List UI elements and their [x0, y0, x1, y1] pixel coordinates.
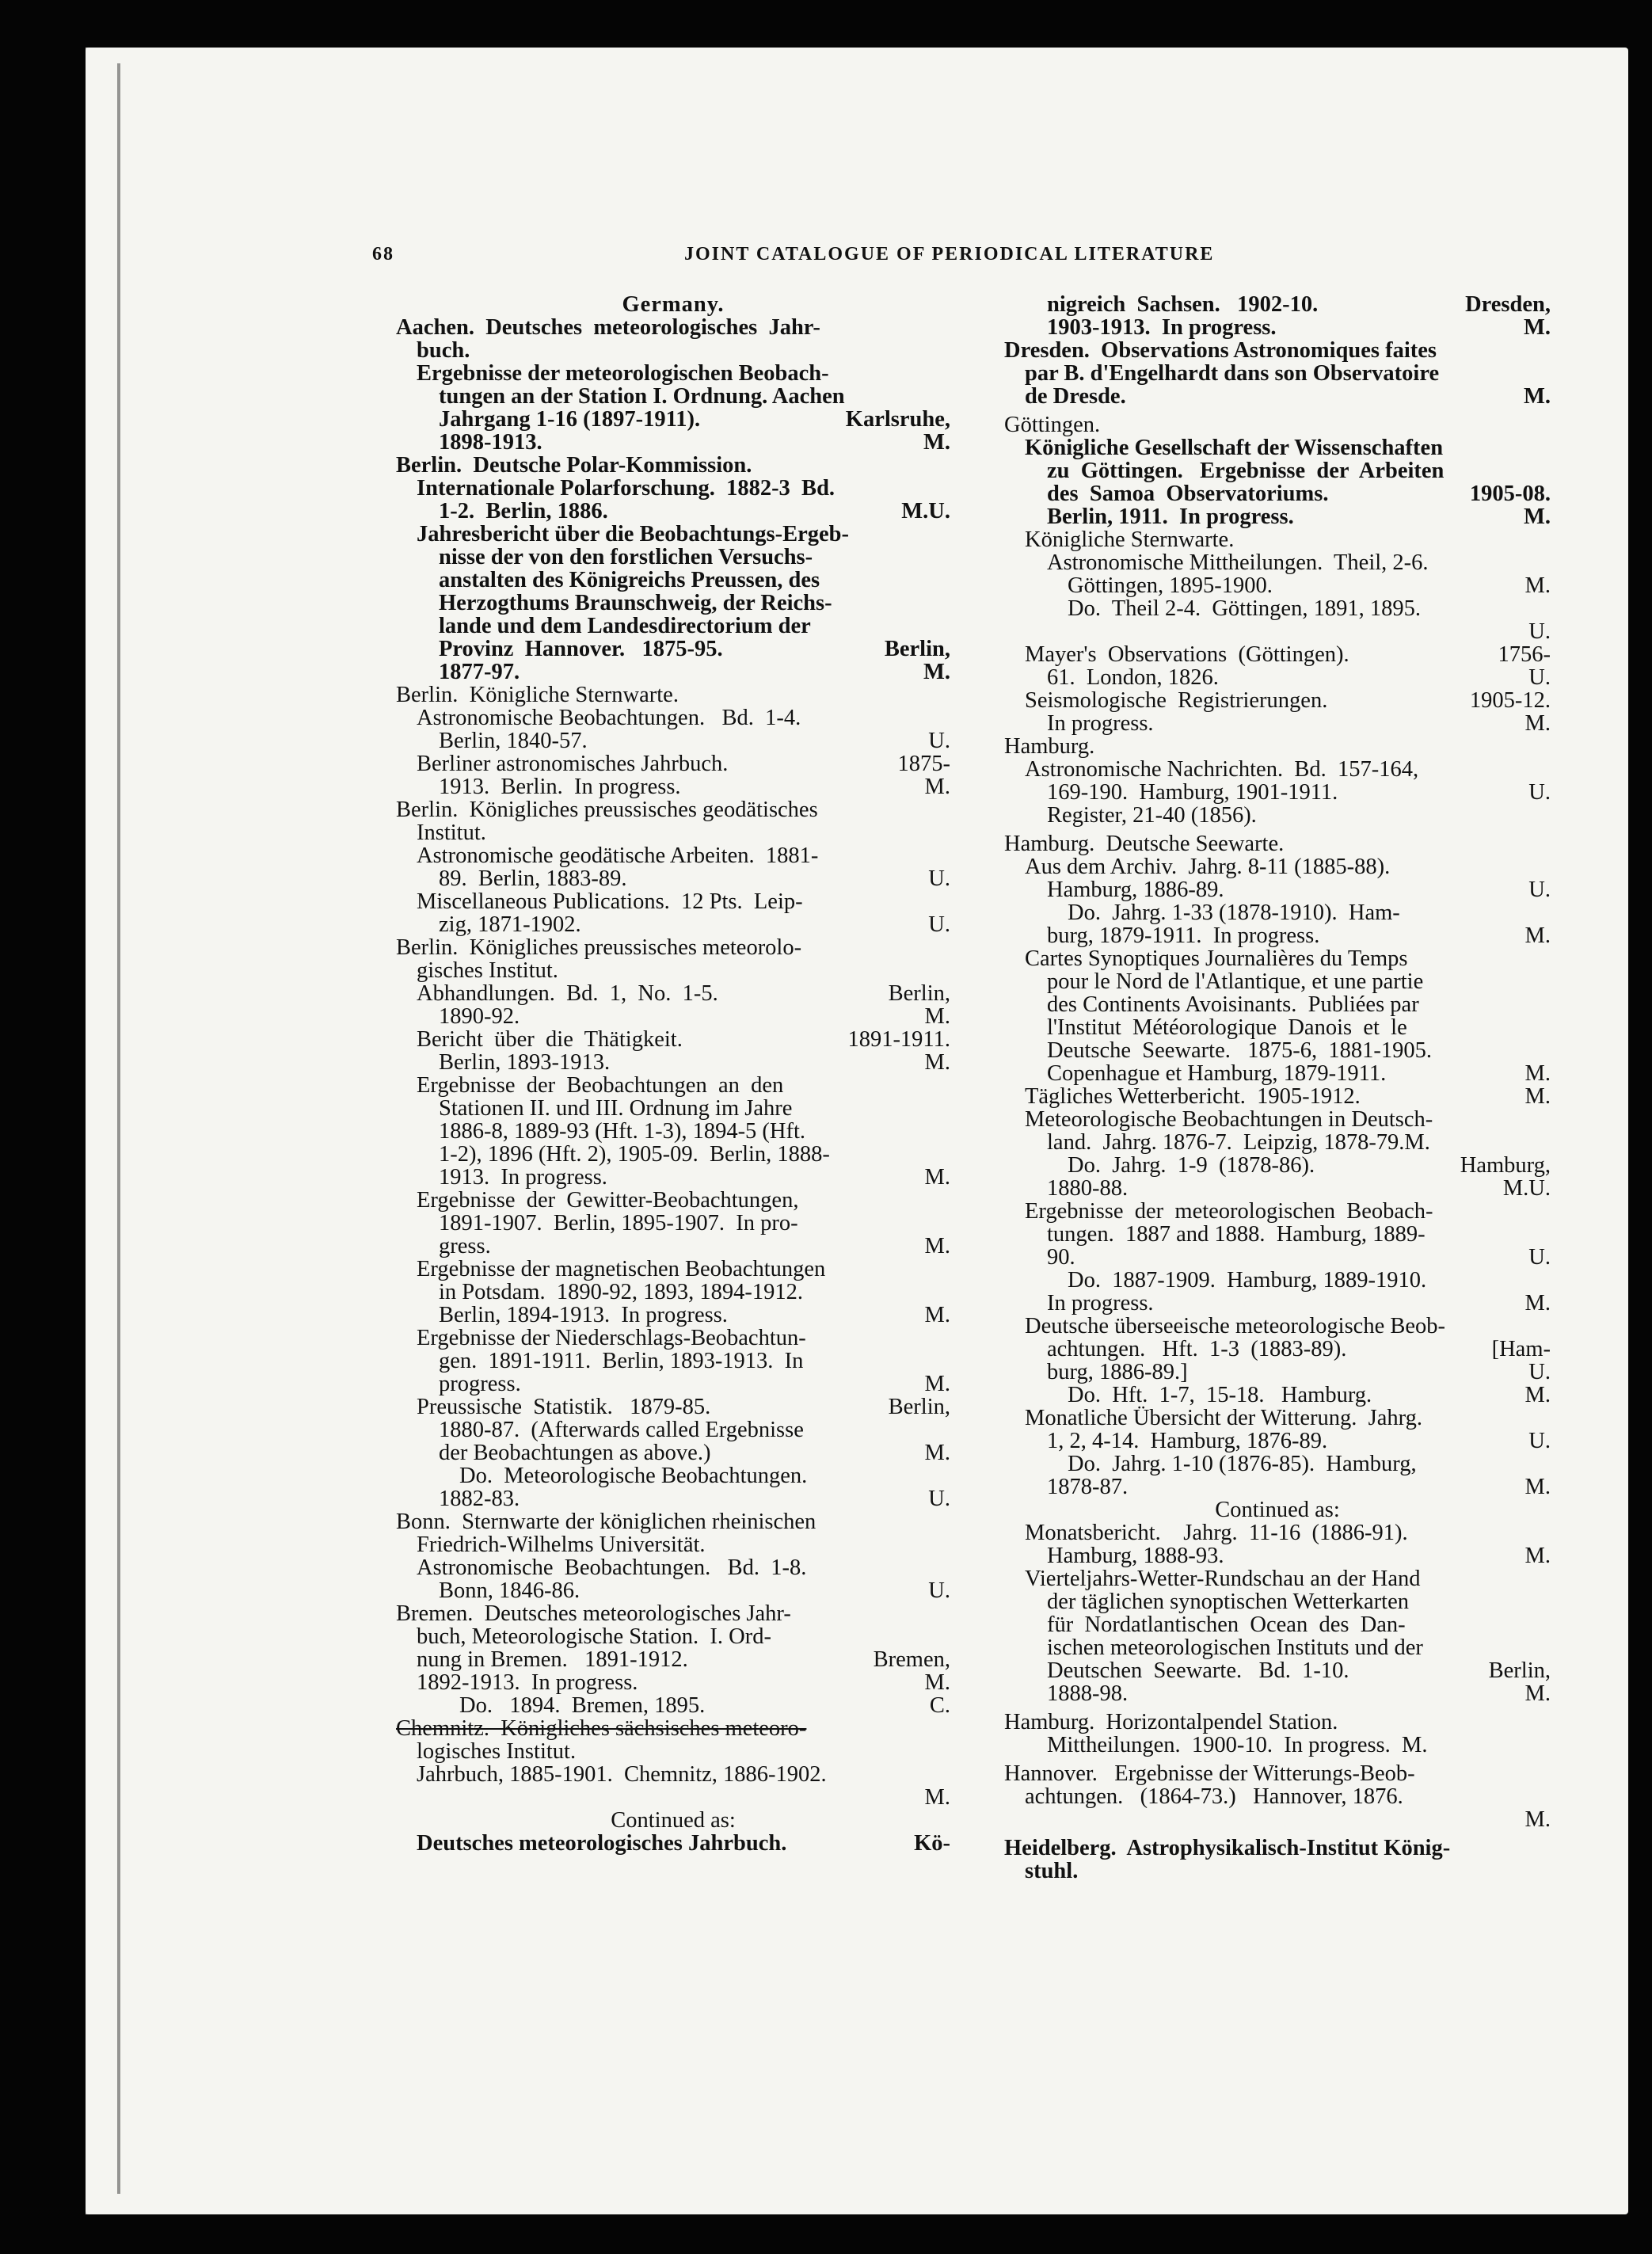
- binding-shadow-line: [117, 63, 120, 2194]
- holding-code: U.: [928, 866, 950, 891]
- holding-code: M.: [924, 1004, 950, 1029]
- catalogue-line: [1004, 574, 1551, 597]
- catalogue-line: Continued as:: [611, 1808, 736, 1833]
- holding-code: M.: [1524, 1475, 1551, 1499]
- line-text: Deutsches meteorologisches Jahrbuch.: [417, 1831, 787, 1856]
- catalogue-line: [1004, 1384, 1551, 1407]
- holding-code: M.U.: [901, 499, 950, 524]
- line-text: In progress.: [1047, 711, 1154, 736]
- line-text: Hamburg, 1886-89.: [1047, 878, 1224, 902]
- line-text: Tägliches Wetterbericht. 1905-1912.: [1025, 1084, 1361, 1109]
- catalogue-line: [396, 638, 950, 661]
- holding-code: U.: [1528, 1429, 1551, 1453]
- catalogue-line: Ergebnisse der magnetischen Beobachtungen: [417, 1257, 826, 1281]
- line-text: Berlin, 1893-1913.: [439, 1050, 611, 1075]
- catalogue-line: zu Göttingen. Ergebnisse der Arbeiten: [1047, 459, 1445, 483]
- catalogue-line: [396, 1441, 950, 1464]
- line-text: Mayer's Observations (Göttingen).: [1025, 642, 1349, 667]
- catalogue-line: Bremen. Deutsches meteorologisches Jahr-: [396, 1601, 791, 1626]
- holding-code: M.U.: [1502, 1176, 1551, 1201]
- line-text: Berlin, 1840-57.: [439, 729, 588, 753]
- catalogue-line: land. Jahrg. 1876-7. Leipzig, 1878-79.M.: [1047, 1130, 1430, 1155]
- line-text: Provinz Hannover. 1875-95.: [439, 637, 723, 661]
- line-text: de Dresde.: [1025, 384, 1126, 409]
- running-head: [372, 244, 1552, 276]
- catalogue-line: Chemnitz. Königliches sächsisches meteoro-: [396, 1716, 807, 1741]
- catalogue-line: [1004, 293, 1551, 316]
- catalogue-line: [396, 408, 950, 431]
- catalogue-line: anstalten des Königreichs Preussen, des: [439, 568, 820, 592]
- catalogue-line: Do. Theil 2-4. Göttingen, 1891, 1895.: [1068, 596, 1421, 621]
- catalogue-line: Berlin. Königliche Sternwarte.: [396, 683, 679, 707]
- catalogue-line: [396, 1487, 950, 1510]
- catalogue-line: Register, 21-40 (1856).: [1047, 803, 1257, 828]
- holding-code: [Ham-: [1491, 1337, 1551, 1361]
- catalogue-line: U.: [1528, 619, 1551, 644]
- line-text: des Samoa Observatoriums.: [1047, 482, 1329, 506]
- line-text: Jahrgang 1-16 (1897-1911).: [439, 407, 701, 432]
- catalogue-line: ischen meteorologischen Instituts und der: [1047, 1635, 1423, 1660]
- line-text: 1888-98.: [1047, 1681, 1129, 1706]
- catalogue-line: Hannover. Ergebnisse der Witterungs-Beob-: [1004, 1761, 1415, 1786]
- holding-code: U.: [1528, 1360, 1551, 1384]
- line-text: 1878-87.: [1047, 1475, 1129, 1499]
- line-text: burg, 1886-89.]: [1047, 1360, 1188, 1384]
- holding-code: M.: [924, 1050, 950, 1075]
- line-text: Bericht über die Thätigkeit.: [417, 1027, 683, 1052]
- catalogue-line: [1004, 1085, 1551, 1108]
- catalogue-line: Do. Jahrg. 1-33 (1878-1910). Ham-: [1068, 900, 1400, 925]
- line-text: 1892-1913. In progress.: [417, 1670, 638, 1695]
- catalogue-line: [396, 1235, 950, 1258]
- holding-code: 1905-12.: [1469, 688, 1551, 713]
- catalogue-line: Ergebnisse der meteorologischen Beobach-: [1025, 1199, 1433, 1224]
- line-text: Abhandlungen. Bd. 1, No. 1-5.: [417, 981, 718, 1006]
- catalogue-line: logisches Institut.: [417, 1739, 577, 1764]
- catalogue-line: [1004, 1659, 1551, 1682]
- catalogue-line: [396, 1005, 950, 1028]
- catalogue-line: Ergebnisse der meteorologischen Beobach-: [417, 361, 829, 386]
- line-text: Do. Jahrg. 1-9 (1878-86).: [1068, 1153, 1315, 1178]
- catalogue-line: [1004, 1430, 1551, 1453]
- catalogue-line: Deutsche überseeische meteorologische Beob-: [1025, 1314, 1446, 1338]
- catalogue-line: Aachen. Deutsches meteorologisches Jahr-: [396, 315, 820, 340]
- line-text: 1898-1913.: [439, 430, 542, 455]
- holding-code: U.: [1528, 665, 1551, 690]
- catalogue-line: achtungen. (1864-73.) Hannover, 1876.: [1025, 1784, 1403, 1809]
- catalogue-line: [396, 729, 950, 752]
- catalogue-line: Jahresbericht über die Beobachtungs-Ergeb-: [417, 522, 849, 546]
- page-number: 68: [372, 244, 394, 265]
- catalogue-line: pour le Nord de l'Atlantique, et une partie: [1047, 969, 1424, 994]
- catalogue-line: gisches Institut.: [417, 958, 558, 983]
- line-text: nung in Bremen. 1891-1912.: [417, 1647, 688, 1672]
- line-text: 1913. Berlin. In progress.: [439, 775, 681, 799]
- catalogue-line: [396, 1304, 950, 1327]
- catalogue-line: der täglichen synoptischen Wetterkarten: [1047, 1590, 1409, 1614]
- catalogue-line: Cartes Synoptiques Journalières du Temps: [1025, 946, 1408, 971]
- catalogue-line: buch.: [417, 338, 470, 363]
- catalogue-line: 1-2), 1896 (Hft. 2), 1905-09. Berlin, 1888-: [439, 1142, 830, 1167]
- holding-code: M.: [1524, 711, 1551, 736]
- catalogue-line: [396, 500, 950, 523]
- catalogue-line: nisse der von den forstlichen Versuchs-: [439, 545, 813, 569]
- line-text: 90.: [1047, 1245, 1075, 1270]
- line-text: burg, 1879-1911. In progress.: [1047, 923, 1320, 948]
- line-text: 61. London, 1826.: [1047, 665, 1219, 690]
- catalogue-line: Königliche Sternwarte.: [1025, 527, 1235, 552]
- catalogue-line: [396, 1028, 950, 1051]
- right-column: [1004, 293, 1551, 1883]
- holding-code: M.: [923, 430, 950, 455]
- catalogue-line: [396, 1373, 950, 1395]
- holding-code: U.: [1528, 878, 1551, 902]
- catalogue-line: des Continents Avoisinants. Publiées par: [1047, 992, 1419, 1017]
- catalogue-line: [396, 1166, 950, 1189]
- line-text: In progress.: [1047, 1291, 1154, 1315]
- catalogue-line: Continued as:: [1215, 1498, 1340, 1522]
- holding-code: Berlin,: [888, 981, 950, 1006]
- holding-code: Berlin,: [884, 637, 950, 661]
- holding-code: U.: [1528, 1245, 1551, 1270]
- line-text: gress.: [439, 1234, 491, 1258]
- catalogue-line: [396, 1832, 950, 1855]
- holding-code: C.: [929, 1693, 950, 1718]
- catalogue-line: [396, 431, 950, 454]
- catalogue-line: Ergebnisse der Beobachtungen an den: [417, 1073, 784, 1098]
- line-text: 1880-88.: [1047, 1176, 1129, 1201]
- catalogue-line: [396, 752, 950, 775]
- catalogue-line: Miscellaneous Publications. 12 Pts. Leip-: [417, 889, 803, 914]
- catalogue-line: [1004, 878, 1551, 901]
- line-text: 1882-83.: [439, 1487, 520, 1511]
- catalogue-line: Hamburg. Horizontalpendel Station.: [1004, 1710, 1338, 1734]
- catalogue-line: [1004, 924, 1551, 947]
- catalogue-line: Friedrich-Wilhelms Universität.: [417, 1532, 706, 1557]
- line-text: Preussische Statistik. 1879-85.: [417, 1395, 711, 1419]
- holding-code: 1891-1911.: [847, 1027, 950, 1052]
- holding-code: M.: [1524, 1383, 1551, 1407]
- catalogue-line: Berlin. Deutsche Polar-Kommission.: [396, 453, 752, 478]
- holding-code: M.: [1524, 1084, 1551, 1109]
- line-text: der Beobachtungen as above.): [439, 1441, 711, 1465]
- catalogue-line: Aus dem Archiv. Jahrg. 8-11 (1885-88).: [1025, 855, 1391, 879]
- catalogue-line: [396, 1051, 950, 1074]
- holding-code: M.: [1524, 1061, 1551, 1086]
- line-text: Berlin, 1894-1913. In progress.: [439, 1303, 728, 1327]
- holding-code: M.: [924, 775, 950, 799]
- catalogue-line: [1004, 1544, 1551, 1567]
- holding-code: M.: [1524, 1291, 1551, 1315]
- holding-code: U.: [928, 729, 950, 753]
- catalogue-line: Berlin. Königliches preussisches geodätisches: [396, 798, 818, 822]
- holding-code: Dresden,: [1465, 292, 1551, 317]
- catalogue-line: [1004, 1682, 1551, 1705]
- catalogue-line: [396, 913, 950, 936]
- catalogue-line: [1004, 1475, 1551, 1498]
- catalogue-line: Astronomische Nachrichten. Bd. 157-164,: [1025, 757, 1419, 782]
- catalogue-line: 1880-87. (Afterwards called Ergebnisse: [439, 1418, 804, 1442]
- catalogue-line: [396, 1648, 950, 1671]
- catalogue-line: Astronomische Beobachtungen. Bd. 1-4.: [417, 706, 801, 730]
- catalogue-line: Monatliche Übersicht der Witterung. Jahrg.: [1025, 1406, 1422, 1430]
- catalogue-line: [1004, 643, 1551, 666]
- catalogue-line: Do. Meteorologische Beobachtungen.: [459, 1464, 808, 1488]
- catalogue-line: M.: [924, 1785, 950, 1810]
- catalogue-line: Jahrbuch, 1885-1901. Chemnitz, 1886-1902.: [417, 1762, 827, 1787]
- catalogue-line: Institut.: [417, 821, 486, 845]
- catalogue-line: [396, 1671, 950, 1694]
- line-text: Seismologische Registrierungen.: [1025, 688, 1328, 713]
- holding-code: M.: [924, 1165, 950, 1190]
- catalogue-line: lande und dem Landesdirectorium der: [439, 614, 811, 638]
- catalogue-line: gen. 1891-1911. Berlin, 1893-1913. In: [439, 1349, 804, 1373]
- catalogue-line: in Potsdam. 1890-92, 1893, 1894-1912.: [439, 1280, 803, 1304]
- catalogue-line: tungen. 1887 and 1888. Hamburg, 1889-: [1047, 1222, 1426, 1247]
- catalogue-line: Berlin. Königliches preussisches meteorolo-: [396, 935, 802, 960]
- holding-code: U.: [928, 912, 950, 937]
- catalogue-line: buch, Meteorologische Station. I. Ord-: [417, 1624, 771, 1649]
- catalogue-line: Hamburg. Deutsche Seewarte.: [1004, 832, 1285, 856]
- holding-code: M.: [924, 1670, 950, 1695]
- catalogue-line: [1004, 1177, 1551, 1200]
- catalogue-line: [1004, 1062, 1551, 1085]
- line-text: 1903-1913. In progress.: [1047, 315, 1277, 340]
- catalogue-line: [396, 1579, 950, 1602]
- holding-code: M.: [924, 1234, 950, 1258]
- holding-code: M.: [924, 1441, 950, 1465]
- line-text: Göttingen, 1895-1900.: [1068, 573, 1273, 598]
- catalogue-line: [1004, 1246, 1551, 1269]
- holding-code: Karlsruhe,: [845, 407, 950, 432]
- catalogue-line: [1004, 712, 1551, 735]
- catalogue-line: Hamburg.: [1004, 734, 1095, 759]
- holding-code: M.: [924, 1303, 950, 1327]
- catalogue-line: stuhl.: [1025, 1859, 1079, 1883]
- catalogue-line: Stationen II. und III. Ordnung im Jahre: [439, 1096, 793, 1121]
- holding-code: M.: [1524, 1681, 1551, 1706]
- holding-code: Berlin,: [888, 1395, 950, 1419]
- catalogue-line: [1004, 505, 1551, 528]
- catalogue-line: Astronomische geodätische Arbeiten. 1881-: [417, 843, 819, 868]
- catalogue-line: [1004, 1361, 1551, 1384]
- catalogue-line: M.: [1524, 1807, 1551, 1832]
- line-text: nigreich Sachsen. 1902-10.: [1047, 292, 1319, 317]
- catalogue-line: tungen an der Station I. Ordnung. Aachen: [439, 384, 845, 409]
- holding-code: M.: [1524, 923, 1551, 948]
- holding-code: M.: [923, 660, 950, 684]
- catalogue-line: 1891-1907. Berlin, 1895-1907. In pro-: [439, 1211, 798, 1236]
- catalogue-line: Bonn. Sternwarte der königlichen rheinischen: [396, 1510, 816, 1534]
- catalogue-line: Vierteljahrs-Wetter-Rundschau an der Hand: [1025, 1567, 1421, 1591]
- holding-code: 1756-: [1498, 642, 1551, 667]
- catalogue-line: für Nordatlantischen Ocean des Dan-: [1047, 1612, 1406, 1637]
- line-text: Copenhague et Hamburg, 1879-1911.: [1047, 1061, 1387, 1086]
- line-text: Berlin, 1911. In progress.: [1047, 504, 1294, 529]
- holding-code: M.: [924, 1372, 950, 1396]
- line-text: 1913. In progress.: [439, 1165, 607, 1190]
- catalogue-line: [1004, 316, 1551, 339]
- line-text: Do. 1894. Bremen, 1895.: [459, 1693, 706, 1718]
- catalogue-line: Astronomische Beobachtungen. Bd. 1-8.: [417, 1555, 807, 1580]
- catalogue-line: [1004, 385, 1551, 408]
- catalogue-line: [396, 982, 950, 1005]
- line-text: 1-2. Berlin, 1886.: [439, 499, 608, 524]
- catalogue-line: Internationale Polarforschung. 1882-3 Bd.: [417, 476, 836, 501]
- holding-code: U.: [1528, 780, 1551, 805]
- catalogue-line: Ergebnisse der Niederschlags-Beobachtun-: [417, 1326, 806, 1350]
- line-text: 89. Berlin, 1883-89.: [439, 866, 627, 891]
- catalogue-line: Mittheilungen. 1900-10. In progress. M.: [1047, 1733, 1428, 1757]
- holding-code: M.: [1524, 573, 1551, 598]
- catalogue-line: 1886-8, 1889-93 (Hft. 1-3), 1894-5 (Hft.: [439, 1119, 806, 1144]
- catalogue-line: Do. Jahrg. 1-10 (1876-85). Hamburg,: [1068, 1452, 1417, 1476]
- catalogue-line: Ergebnisse der Gewitter-Beobachtungen,: [417, 1188, 799, 1213]
- catalogue-line: [1004, 781, 1551, 804]
- catalogue-line: [1004, 482, 1551, 505]
- line-text: 1877-97.: [439, 660, 520, 684]
- catalogue-line: Königliche Gesellschaft der Wissenschaften: [1025, 436, 1444, 460]
- holding-code: Bremen,: [873, 1647, 950, 1672]
- catalogue-line: [396, 661, 950, 683]
- running-title: JOINT CATALOGUE OF PERIODICAL LITERATURE: [684, 244, 1215, 265]
- holding-code: 1875-: [897, 752, 950, 776]
- catalogue-line: Dresden. Observations Astronomiques faites: [1004, 338, 1437, 363]
- catalogue-line: [396, 775, 950, 798]
- catalogue-line: Deutsche Seewarte. 1875-6, 1881-1905.: [1047, 1038, 1432, 1063]
- line-text: Berliner astronomisches Jahrbuch.: [417, 752, 729, 776]
- line-text: Deutschen Seewarte. Bd. 1-10.: [1047, 1658, 1349, 1683]
- catalogue-line: [1004, 689, 1551, 712]
- catalogue-line: [1004, 1338, 1551, 1361]
- catalogue-line: Herzogthums Braunschweig, der Reichs-: [439, 591, 832, 615]
- catalogue-line: [1004, 1154, 1551, 1177]
- catalogue-line: [396, 867, 950, 890]
- line-text: progress.: [439, 1372, 521, 1396]
- line-text: zig, 1871-1902.: [439, 912, 581, 937]
- line-text: Do. Hft. 1-7, 15-18. Hamburg.: [1068, 1383, 1372, 1407]
- holding-code: Berlin,: [1488, 1658, 1551, 1683]
- holding-code: U.: [928, 1578, 950, 1603]
- holding-code: M.: [1523, 315, 1551, 340]
- catalogue-line: [396, 1694, 950, 1717]
- catalogue-line: Heidelberg. Astrophysikalisch-Institut König-: [1004, 1836, 1451, 1860]
- line-text: 1890-92.: [439, 1004, 520, 1029]
- holding-code: U.: [928, 1487, 950, 1511]
- catalogue-line: par B. d'Engelhardt dans son Observatoire: [1025, 361, 1440, 386]
- catalogue-line: Do. 1887-1909. Hamburg, 1889-1910.: [1068, 1268, 1427, 1293]
- catalogue-line: Göttingen.: [1004, 413, 1101, 437]
- holding-code: Kö-: [914, 1831, 950, 1856]
- catalogue-line: Astronomische Mittheilungen. Theil, 2-6.: [1047, 550, 1429, 575]
- line-text: 169-190. Hamburg, 1901-1911.: [1047, 780, 1338, 805]
- line-text: Hamburg, 1888-93.: [1047, 1544, 1224, 1568]
- catalogue-line: [1004, 666, 1551, 689]
- catalogue-line: Germany.: [622, 292, 725, 317]
- holding-code: M.: [1523, 384, 1551, 409]
- catalogue-line: [396, 1395, 950, 1418]
- holding-code: M.: [1524, 1544, 1551, 1568]
- catalogue-line: l'Institut Météorologique Danois et le: [1047, 1015, 1407, 1040]
- left-column: [396, 293, 950, 1855]
- holding-code: M.: [1523, 504, 1551, 529]
- catalogue-line: Meteorologische Beobachtungen in Deutsch-: [1025, 1107, 1433, 1132]
- line-text: Bonn, 1846-86.: [439, 1578, 580, 1603]
- holding-code: Hamburg,: [1460, 1153, 1551, 1178]
- catalogue-line: Monatsbericht. Jahrg. 11-16 (1886-91).: [1025, 1521, 1408, 1545]
- catalogue-line: [1004, 1292, 1551, 1315]
- holding-code: 1905-08.: [1469, 482, 1551, 506]
- line-text: 1, 2, 4-14. Hamburg, 1876-89.: [1047, 1429, 1328, 1453]
- line-text: achtungen. Hft. 1-3 (1883-89).: [1047, 1337, 1347, 1361]
